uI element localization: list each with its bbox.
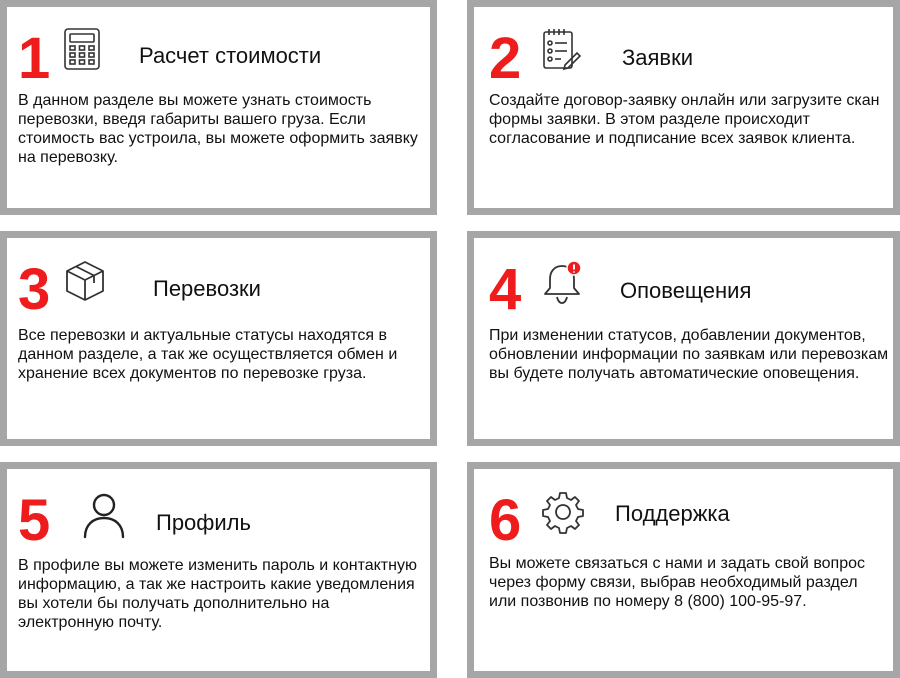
card-title: Поддержка: [615, 501, 730, 526]
card-description: Все перевозки и актуальные статусы находятся в данном разделе, а так же осуществляется обмен и хранение всех документов по перевозке груза.: [18, 327, 398, 382]
card-title: Расчет стоимости: [139, 43, 322, 68]
card-title: Заявки: [622, 45, 694, 70]
card-title: Профиль: [156, 510, 251, 535]
card-number: 1: [18, 26, 51, 91]
card-number: 5: [18, 488, 51, 553]
card-title: Перевозки: [153, 276, 261, 301]
user-icon: [82, 491, 126, 539]
request-form-icon: [540, 27, 584, 73]
card-requests[interactable]: [467, 0, 900, 215]
notification-bell-icon: [540, 258, 588, 306]
card-number: 4: [489, 257, 522, 322]
card-description: Вы можете связаться с нами и задать свой вопрос через форму связи, выбрав необходимый раздел или позвонив по номеру 8 (800) 100-95-97.: [489, 555, 865, 610]
card-title: Оповещения: [620, 278, 752, 303]
card-profile[interactable]: [0, 462, 437, 678]
card-shipments[interactable]: [0, 231, 437, 446]
card-notifications[interactable]: [467, 231, 900, 446]
box-icon: [62, 258, 108, 304]
card-number: 6: [489, 488, 522, 553]
card-support[interactable]: [467, 462, 900, 678]
card-cost-calculation[interactable]: [0, 0, 437, 215]
card-number: 2: [489, 26, 522, 91]
card-description: Создайте договор-заявку онлайн или загрузите скан формы заявки. В этом разделе происходит согласование и подписание всех заявок клиента.: [489, 92, 880, 147]
calculator-icon: [62, 27, 102, 71]
card-number: 3: [18, 257, 51, 322]
card-description: При изменении статусов, добавлении документов, обновлении информации по заявкам или перевозкам вы будете получать автоматические оповещения.: [489, 327, 889, 382]
card-description: В данном разделе вы можете узнать стоимость перевозки, введя габариты вашего груза. Если стоимость вас устроила, вы можете оформить заявку на перевозку.: [18, 92, 418, 166]
gear-icon: [540, 489, 586, 535]
card-description: В профиле вы можете изменить пароль и контактную информацию, а так же настроить какие уведомления вы хотели бы получать дополнительно на электронную почту.: [18, 557, 417, 631]
